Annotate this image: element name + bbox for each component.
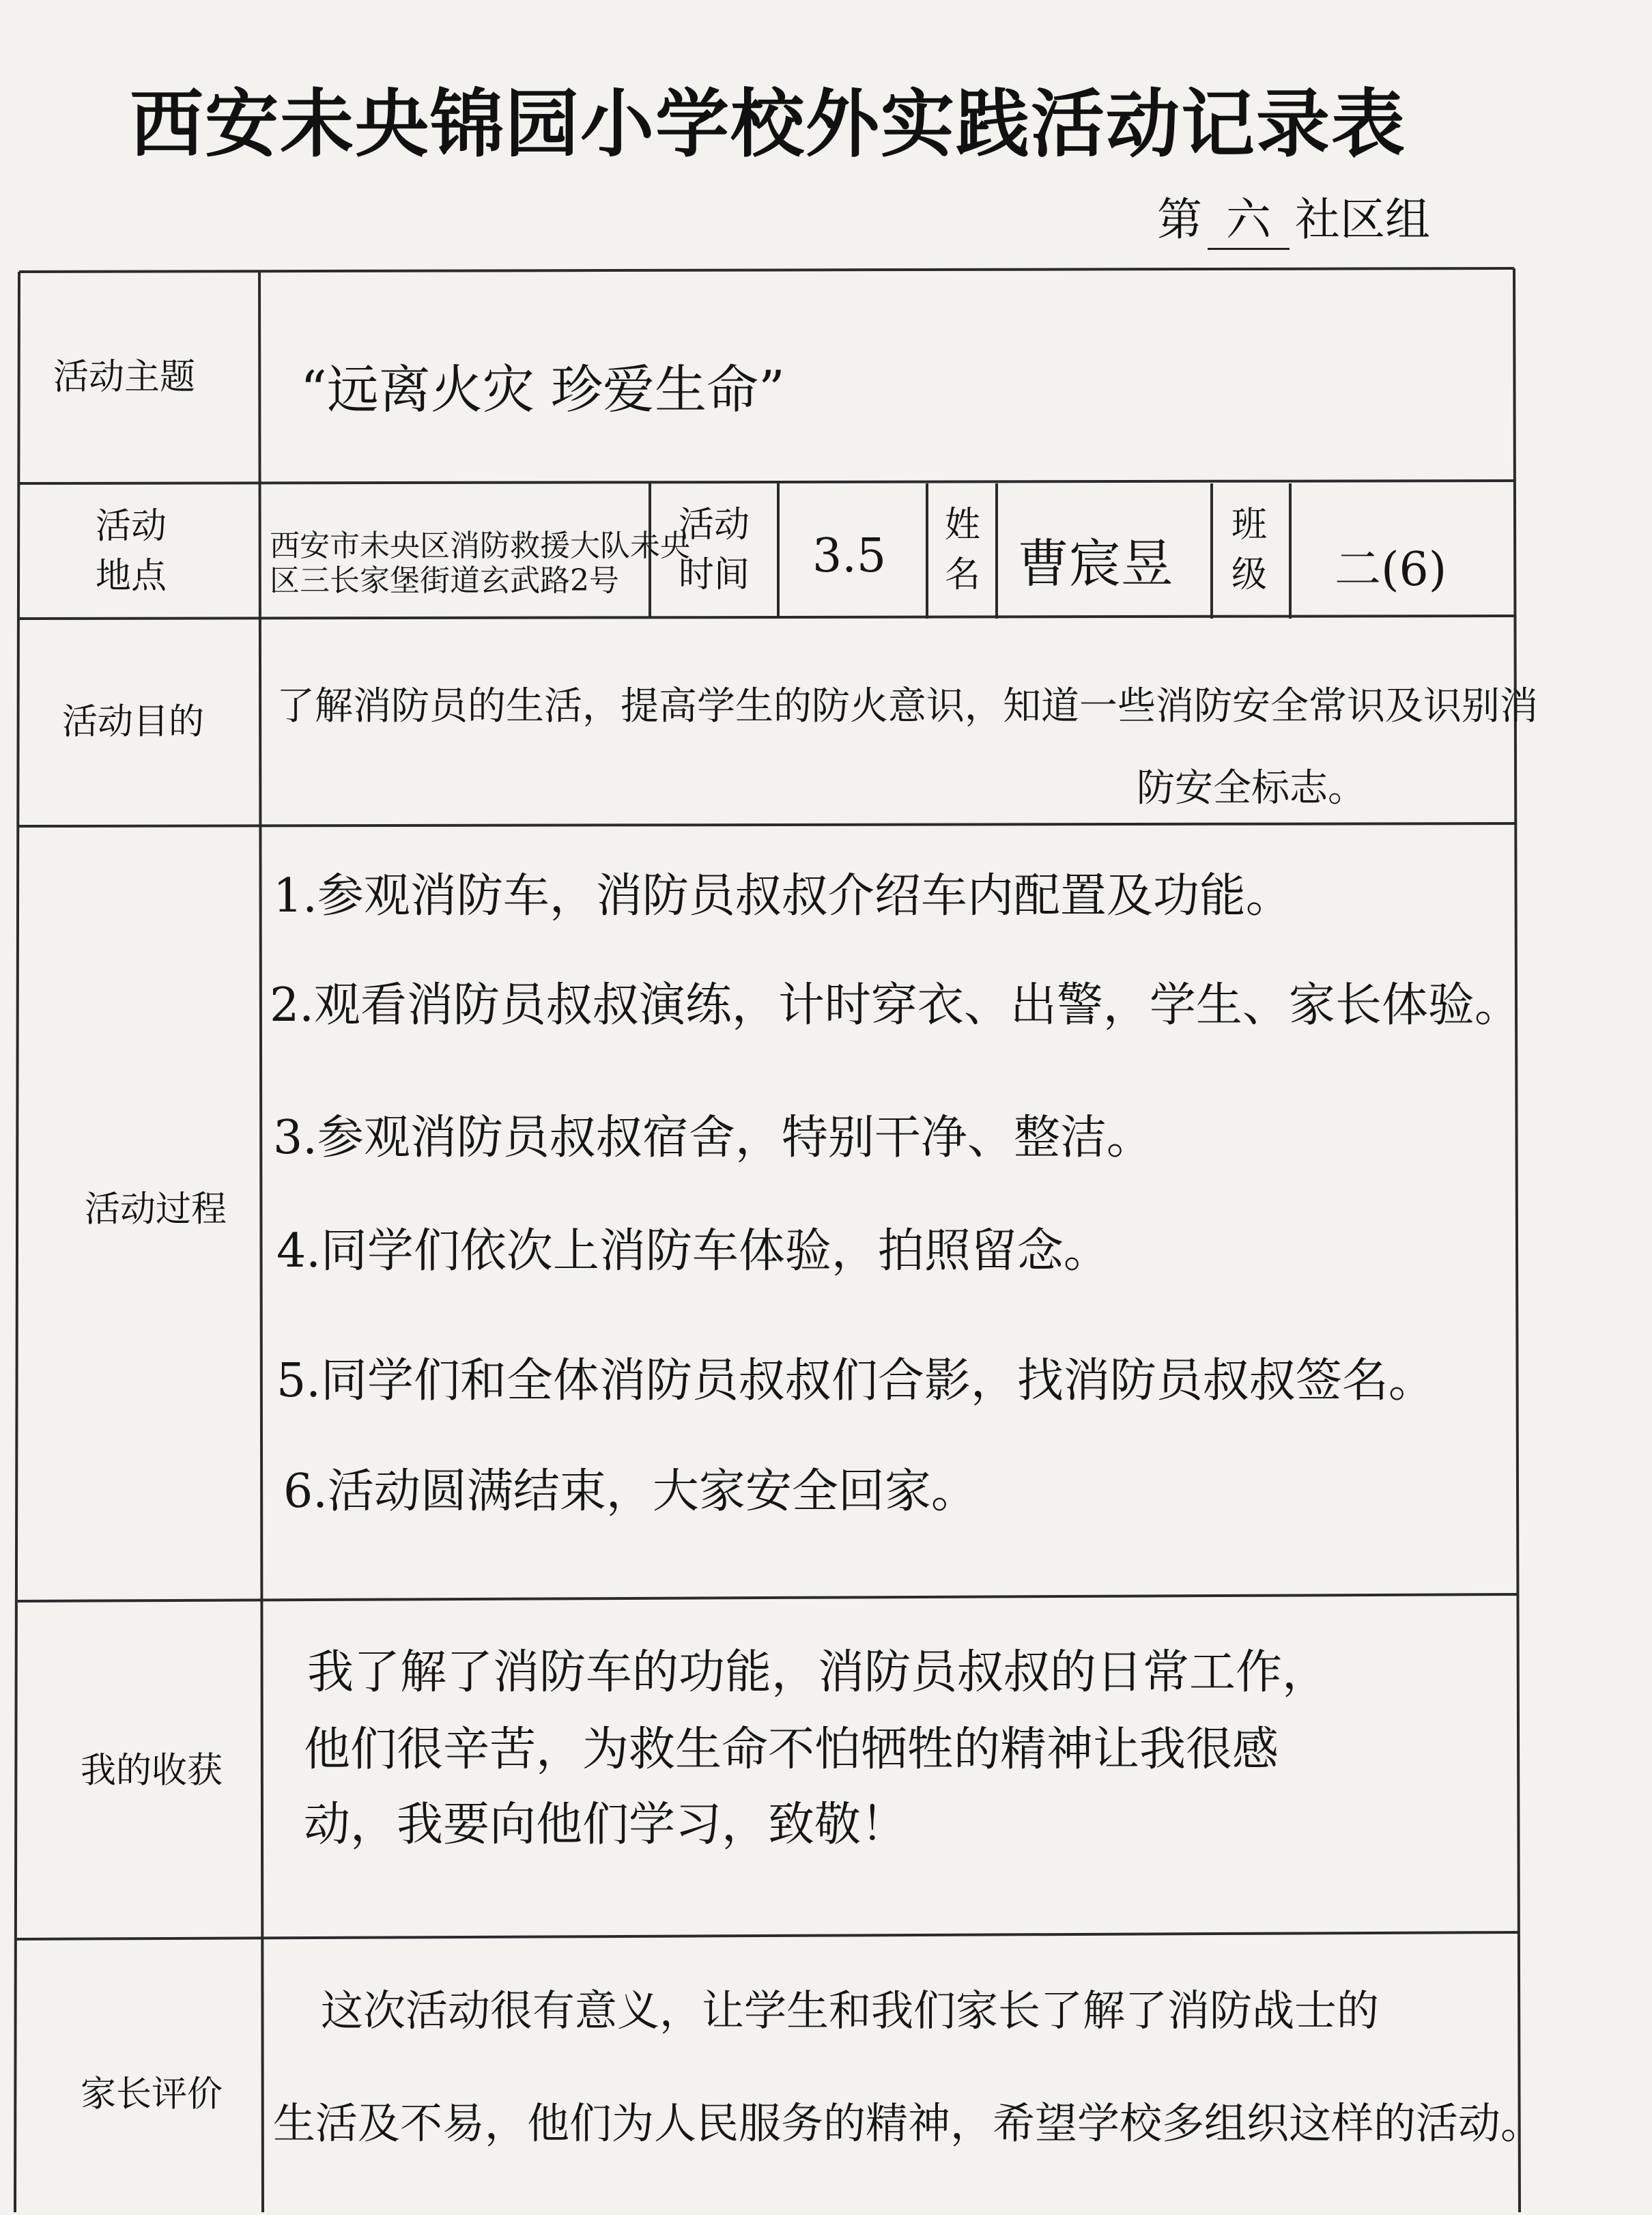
time-label-line2: 时间 xyxy=(678,554,750,595)
process-label: 活动过程 xyxy=(84,1189,227,1230)
parent-label: 家长评价 xyxy=(80,2074,223,2115)
location-label-line1: 活动 xyxy=(95,506,167,548)
gains-label: 我的收获 xyxy=(80,1750,223,1792)
class-value: 二(6) xyxy=(1335,543,1447,597)
name-value: 曹宸昱 xyxy=(1017,533,1173,594)
time-value: 3.5 xyxy=(812,529,887,583)
time-label-line1: 活动 xyxy=(678,505,750,546)
process-step-4: 4.同学们依次上消防车体验，拍照留念。 xyxy=(276,1224,1110,1278)
gains-line-2: 他们很辛苦，为救生命不怕牺牲的精神让我很感 xyxy=(304,1723,1279,1777)
class-label-line1: 班 xyxy=(1231,505,1268,546)
time-label xyxy=(679,500,750,600)
theme-value: “远离火灾 珍爱生命” xyxy=(300,359,785,420)
group-number: 六 xyxy=(1208,183,1290,250)
theme-label: 活动主题 xyxy=(53,356,196,398)
class-label-line2: 级 xyxy=(1231,554,1268,595)
purpose-value-line2: 防安全标志。 xyxy=(1137,766,1366,810)
name-label-line1: 姓 xyxy=(944,505,981,546)
parent-line-1: 这次活动很有意义，让学生和我们家长了解了消防战士的 xyxy=(321,1986,1380,2035)
group-prefix: 第 xyxy=(1157,193,1202,246)
name-label-line2: 名 xyxy=(944,554,981,595)
location-label-line2: 地点 xyxy=(95,556,167,597)
location-value-line2: 区三长家堡街道玄武路2号 xyxy=(270,563,619,598)
process-step-5: 5.同学们和全体消防员叔叔们合影，找消防员叔叔签名。 xyxy=(276,1354,1435,1408)
name-label xyxy=(945,500,980,600)
page-title: 西安未央锦园小学校外实践活动记录表 xyxy=(130,82,1407,167)
gains-line-3: 动，我要向他们学习，致敬！ xyxy=(304,1798,908,1852)
process-step-3: 3.参观消防员叔叔宿舍，特别干净、整洁。 xyxy=(273,1111,1153,1165)
parent-line-2: 生活及不易，他们为人民服务的精神，希望学校多组织这样的活动。 xyxy=(273,2098,1543,2148)
process-step-6: 6.活动圆满结束，大家安全回家。 xyxy=(283,1465,978,1519)
process-step-2: 2.观看消防员叔叔演练，计时穿衣、出警，学生、家长体验。 xyxy=(270,978,1521,1032)
group-suffix: 社区组 xyxy=(1295,193,1430,246)
gains-line-1: 我了解了消防车的功能，消防员叔叔的日常工作， xyxy=(307,1646,1329,1699)
purpose-value-line1: 了解消防员的生活，提高学生的防火意识，知道一些消防安全常识及识别消 xyxy=(276,684,1538,729)
class-label xyxy=(1231,500,1267,600)
process-step-1: 1.参观消防车，消防员叔叔介绍车内配置及功能。 xyxy=(273,869,1292,923)
purpose-label: 活动目的 xyxy=(61,701,205,743)
location-label xyxy=(96,502,167,602)
location-value xyxy=(270,529,690,598)
location-value-line1: 西安市未央区消防救援大队未央 xyxy=(270,528,690,563)
